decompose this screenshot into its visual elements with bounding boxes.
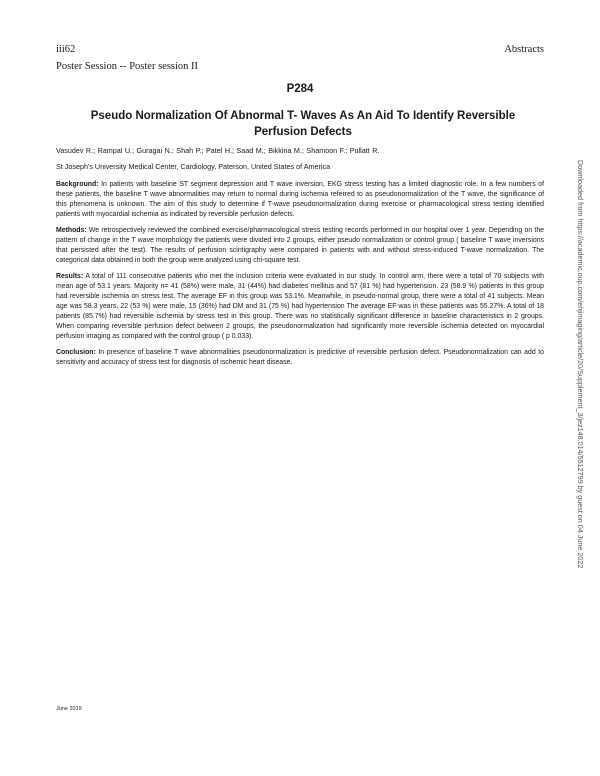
results-text: A total of 111 consecutive patients who met the inclusion criteria were evaluated in our study. In control arm, there were a total of 70 subjects with mean age of 53.1 years. Majority n= 41 (58%) were male, 31 (44%) had diabetes mellitus and 57 (81 %) had hypertension. 23 (58.9 %) patients in this group had reversible ischemia on stress test. The average EF in this group was 53.1%. Meanwhile, in pseudo-normal group, there were a total of 41 subjects. Mean age was 58.3 years, 22 (53 %) were male, 15 (36%) had DM and 31 (75 %) had hypertension The average EF was in these patients was 55.27%. A total of 18 patients (85.7%) had reversible ischemia by stress test in this group. There was no statistically significant difference in baseline characteristics in 2 groups. When comparing reversible perfusion defect between 2 groups, the pseudonormalization had significantly more reversible ischemia detected on myocardial perfusion imaging as compared with the control group ( p 0.033). bbox=[56, 273, 544, 340]
affiliation: St Joseph's University Medical Center, Cardiology, Paterson, United States of America bbox=[56, 162, 331, 171]
session-label: Poster Session -- Poster session II bbox=[56, 61, 199, 72]
section-label: Abstracts bbox=[504, 44, 544, 55]
methods-paragraph bbox=[56, 226, 544, 266]
methods-text: We retrospectively reviewed the combined exercise/pharmacological stress testing records performed in our hospital over 1 year. Depending on the pattern of change in the T wave morphology the patients were divided into 2 groups, either pseudo normalization or control group ( baseline T wave inversions that persisted after the test). The results of perfusion scintigraphy were compared in patients with and without stress-induced T-wave normalization. The categorical data obtained in both the group were analyzed using chi-square test. bbox=[56, 227, 545, 264]
background-paragraph bbox=[56, 180, 544, 220]
conclusion-paragraph bbox=[56, 348, 544, 368]
abstract-body bbox=[56, 180, 544, 374]
background-label: Background: bbox=[56, 181, 99, 188]
background-text: In patients with baseline ST segment depression and T wave inversion, EKG stress testing has a limited diagnostic role. In a few numbers of these patients, the baseline T wave abnormalities may return to normal during ischemia referred to as pseudonormalization of the T wave, the significance of this phenomena is unknown. The aim of this study to determine if T-wave pseudonormalization during exercise or pharmacological stress testing identified patients with myocardial ischemia as indicated by reversible perfusion defects. bbox=[56, 181, 544, 218]
results-paragraph bbox=[56, 272, 544, 342]
conclusion-text: In presence of baseline T wave abnormalities pseudonormalization is predictive of reversible perfusion defect. Pseudonormalization can add to sensitivity and accuracy of stress test for diagnosis of ischemic heart disease. bbox=[56, 349, 544, 366]
methods-label: Methods: bbox=[56, 227, 87, 234]
page-number: iii62 bbox=[56, 44, 76, 55]
abstract-title: Pseudo Normalization Of Abnormal T- Waves As An Aid To Identify Reversible Perfusion Defects bbox=[90, 110, 516, 138]
conclusion-label: Conclusion: bbox=[56, 349, 96, 356]
results-label: Results: bbox=[56, 273, 84, 280]
footer-date: June 2019 bbox=[56, 706, 82, 712]
download-watermark: Downloaded from https://academic.oup.com/ehjimaging/article/20/Supplement_3/jez148.014/5512799 by guest on 04 June 2022 bbox=[576, 160, 585, 569]
poster-id: P284 bbox=[286, 83, 314, 95]
author-list: Vasudev R.; Rampal U.; Guragai N.; Shah P.; Patel H.; Saad M.; Bikkina M.; Shamoon F.; Pullatt R. bbox=[56, 146, 380, 155]
